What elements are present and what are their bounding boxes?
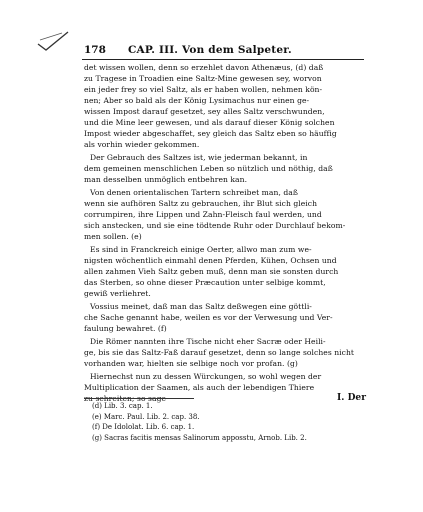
paragraph-roemer [84, 336, 366, 369]
footnotes [92, 401, 352, 443]
text-line: sich anstecken, und sie eine tödtende Ruhr oder Durchlauf bekom- [84, 221, 346, 230]
body-text [84, 62, 366, 406]
text-line: als vorhin wieder gekommen. [84, 140, 200, 149]
page-header [84, 42, 334, 58]
text-line: Die Römer nannten ihre Tische nicht eher Sacræ oder Heili- [90, 337, 326, 346]
paragraph-wuerckungen [84, 371, 366, 404]
footnote-rule [84, 398, 194, 399]
text-line: Es sind in Franckreich einige Oerter, allwo man zum we- [90, 245, 312, 254]
text-line: man desselben unmöglich entbehren kan. [84, 175, 248, 184]
text-line: wissen Impost darauf gesetzet, sey alles Saltz verschwunden, [84, 107, 325, 116]
text-line: dem gemeinen menschlichen Leben so nützlich und nöthig, daß [84, 164, 333, 173]
text-line: vorhanden war, hielten sie selbige noch vor profan. (g) [84, 359, 298, 368]
footnote-e: (e) Marc. Paul. Lib. 2. cap. 38. [92, 412, 200, 421]
text-line: det wissen wollen, denn so erzehlet davon Athenæus, (d) daß [84, 63, 324, 72]
paragraph-tartern [84, 187, 366, 242]
footnote-f: (f) De Idololat. Lib. 6. cap. 1. [92, 423, 195, 431]
text-line: ein jeder frey so viel Saltz, als er haben wollen, nehmen kön- [84, 85, 323, 94]
paragraph-gebrauch [84, 152, 366, 185]
text-line: nen; Aber so bald als der König Lysimachus nur einen ge- [84, 96, 310, 105]
text-line: faulung bewahret. (f) [84, 324, 167, 333]
text-line: Multiplication der Saamen, als auch der lebendigen Thiere [84, 383, 315, 392]
text-line: Von denen orientalischen Tartern schreibet man, daß [90, 188, 298, 197]
text-line: Der Gebrauch des Saltzes ist, wie jederman bekannt, in [90, 153, 308, 162]
text-line: das Sterben, so ohne dieser Præcaution unter selbige kommt, [84, 278, 326, 287]
text-line: ge, bis sie das Saltz-Faß darauf gesetzet, denn so lange solches nicht [84, 348, 354, 357]
footnote-g: (g) Sacras facitis mensas Salinorum apposstu, Arnob. Lib. 2. [92, 433, 307, 442]
text-line: allen zahmen Vieh Saltz geben muß, denn man sie sonsten durch [84, 267, 339, 276]
text-line: Vossius meinet, daß man das Saltz deßwegen eine göttli- [90, 302, 312, 311]
text-line: nigsten wöchentlich einmahl denen Pferden, Kühen, Ochsen und [84, 256, 337, 265]
footnote-d: (d) Lib. 3. cap. 1. [92, 402, 153, 410]
text-line: Hiernechst nun zu dessen Würckungen, so wohl wegen der [90, 372, 322, 381]
text-line: gewiß verliehret. [84, 289, 151, 298]
pencil-check-mark [36, 30, 70, 52]
text-line: men sollen. (e) [84, 232, 142, 241]
running-head: CAP. III. Von dem Salpeter. [128, 44, 292, 56]
text-line: Impost wieder abgeschaffet, sey gleich das Saltz eben so häuffig [84, 129, 337, 138]
catchword: I. Der [336, 393, 366, 403]
text-line: zu Tragese in Troadien eine Saltz-Mine gewesen sey, worvon [84, 74, 322, 83]
paragraph-vossius [84, 301, 366, 334]
text-line: und die Mine leer gewesen, und als darauf dieser König solchen [84, 118, 335, 127]
header-rule [82, 59, 364, 60]
page-number: 178 [84, 44, 106, 56]
text-line: wenn sie aufhören Saltz zu gebrauchen, ihr Blut sich gleich [84, 199, 318, 208]
paragraph-athenaeus [84, 62, 366, 150]
text-line: che Sache genannt habe, weilen es vor der Verwesung und Ver- [84, 313, 333, 322]
paragraph-franckreich [84, 244, 366, 299]
text-line: corrumpiren, ihre Lippen und Zahn-Fleisch faul werden, und [84, 210, 322, 219]
